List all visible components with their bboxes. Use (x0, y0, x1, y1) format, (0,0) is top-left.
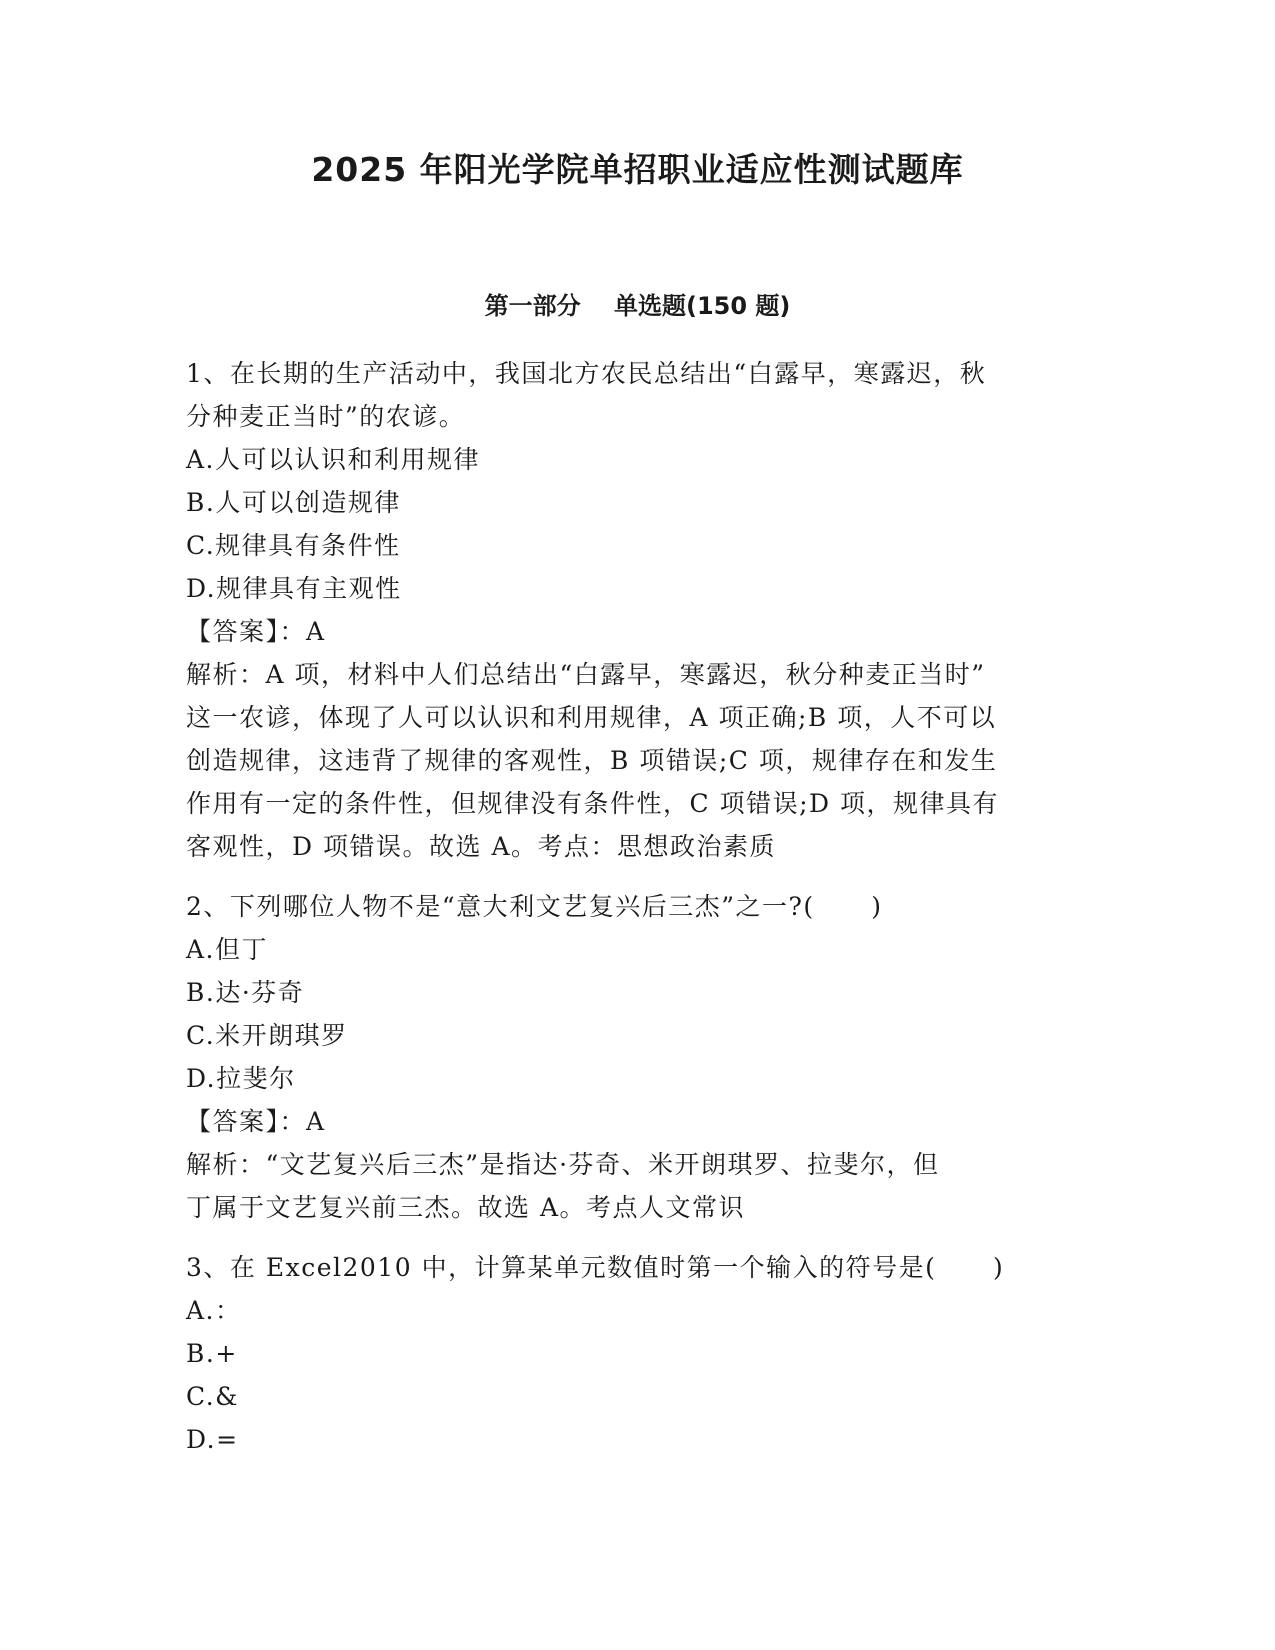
analysis-line: 作用有一定的条件性，但规律没有条件性，C 项错误;D 项，规律具有 (186, 789, 999, 818)
question-list (186, 352, 1086, 1461)
option-a: A.： (186, 1296, 242, 1325)
question-2 (186, 885, 1086, 1229)
option-a: A.但丁 (186, 935, 269, 964)
document-title: 2025 年阳光学院单招职业适应性测试题库 (311, 150, 964, 189)
question-1 (186, 352, 1086, 868)
analysis-line: 解析：A 项，材料中人们总结出“白露早，寒露迟，秋分种麦正当时” (186, 660, 986, 689)
analysis-line: 创造规律，这违背了规律的客观性，B 项错误;C 项，规律存在和发生 (186, 746, 998, 775)
analysis-line: 这一农谚，体现了人可以认识和利用规律，A 项正确;B 项，人不可以 (186, 703, 997, 732)
analysis-line: 丁属于文艺复兴前三杰。故选 A。考点人文常识 (186, 1193, 746, 1222)
question-stem-line: 分种麦正当时”的农谚。 (186, 402, 466, 431)
answer-line: 【答案】：A (186, 617, 326, 646)
question-stem-line: 1、在长期的生产活动中，我国北方农民总结出“白露早，寒露迟，秋 (186, 359, 987, 388)
option-d: D.规律具有主观性 (186, 574, 402, 603)
option-d: D.= (186, 1425, 239, 1454)
option-c: C.规律具有条件性 (186, 531, 401, 560)
option-c: C.米开朗琪罗 (186, 1021, 348, 1050)
question-3 (186, 1246, 1086, 1461)
question-stem-line: 3、在 Excel2010 中，计算某单元数值时第一个输入的符号是( ) (186, 1253, 1005, 1282)
option-b: B.+ (186, 1339, 238, 1368)
analysis-line: 解析：“文艺复兴后三杰”是指达·芬奇、米开朗琪罗、拉斐尔，但 (186, 1150, 940, 1179)
option-a: A.人可以认识和利用规律 (186, 445, 481, 474)
answer-line: 【答案】：A (186, 1107, 326, 1136)
analysis-line: 客观性，D 项错误。故选 A。考点：思想政治素质 (186, 832, 776, 861)
option-b: B.达·芬奇 (186, 978, 305, 1007)
option-c: C.& (186, 1382, 239, 1411)
question-stem-line: 2、下列哪位人物不是“意大利文艺复兴后三杰”之一?( ) (186, 892, 883, 921)
section-title: 第一部分 单选题(150 题) (484, 292, 791, 320)
option-b: B.人可以创造规律 (186, 488, 401, 517)
option-d: D.拉斐尔 (186, 1064, 296, 1093)
